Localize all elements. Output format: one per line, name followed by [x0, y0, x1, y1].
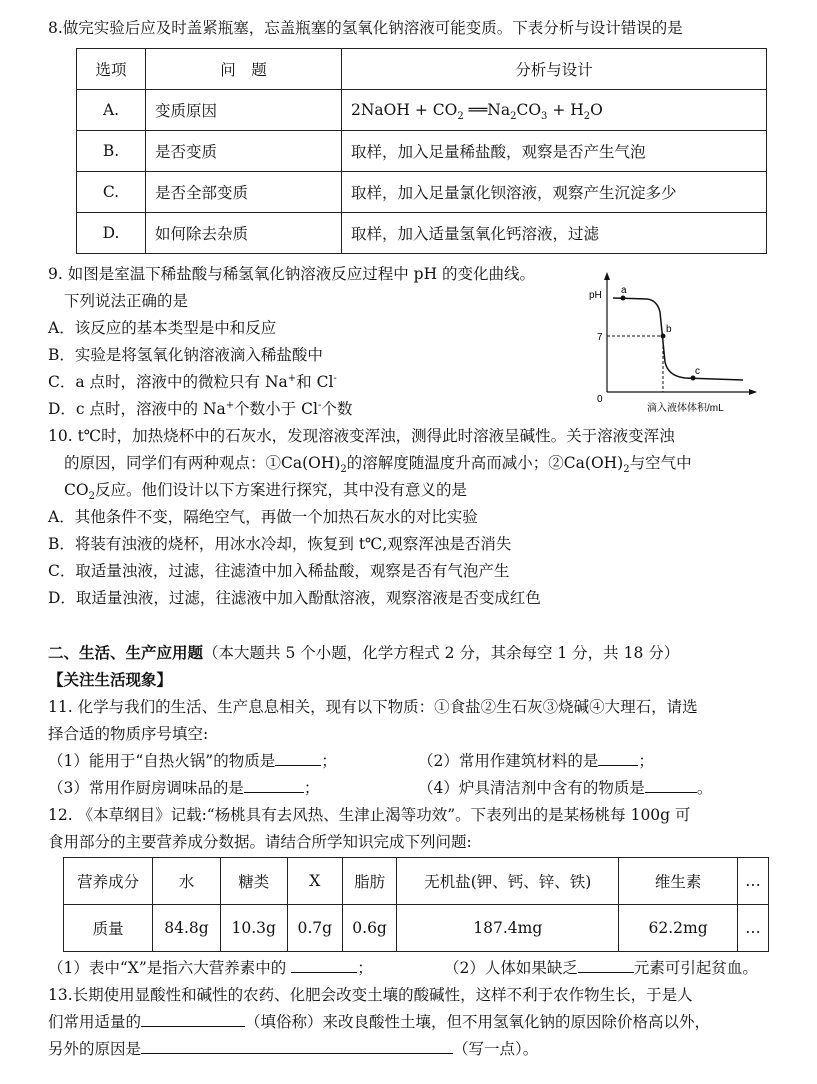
table-row: [77, 90, 767, 131]
q10-l2b: 的溶解度随温度升高而减小；②Ca(OH): [346, 454, 624, 472]
eq-sub: 2: [510, 111, 517, 123]
question-cell: 如何除去杂质: [146, 213, 342, 254]
q13-line2: [48, 1012, 710, 1032]
value-cell: 质量: [64, 905, 153, 952]
eq-part: CO: [516, 101, 542, 119]
question-cell: 变质原因: [146, 90, 342, 131]
q10-option-c: C．取适量浊液，过滤，往滤渣中加入稀盐酸，观察是否有气泡产生: [48, 562, 510, 580]
minus-sup: -: [333, 372, 337, 384]
q9-stem: 9. 如图是室温下稀盐酸与稀氢氧化钠溶液反应过程中 pH 的变化曲线。: [48, 265, 536, 283]
q9-d-text1: D．c 点时，溶液中的 Na: [48, 400, 226, 418]
header-cell: X: [287, 858, 342, 905]
section2-title: 二、生活、生产应用题: [48, 643, 204, 662]
x-axis-arrow: [749, 389, 757, 395]
q9-c-text2: 和 Cl: [296, 373, 334, 391]
y-axis-arrow: [604, 272, 610, 280]
q11-part2: [418, 751, 654, 771]
q13-line1: 13.长期使用显酸性和碱性的农药、化肥会改变土壤的酸碱性，这样不利于农作物生长，于是人: [48, 986, 693, 1004]
analysis-cell: 取样，加入适量氢氧化钙溶液，过滤: [342, 213, 767, 254]
answer-blank[interactable]: [645, 778, 697, 793]
q10-l3b: 反应。他们设计以下方案进行探究，其中没有意义的是: [94, 481, 467, 499]
q11-p2-end: ；: [638, 752, 654, 770]
table-header-row: [77, 49, 767, 90]
y-tick-7: 7: [597, 332, 603, 343]
q13-line3: [48, 1039, 538, 1059]
q12-p1: （1）表中“X”是指六大营养素中的: [48, 959, 287, 977]
eq-part: + H: [547, 101, 584, 119]
eq-part: 2NaOH + CO: [351, 101, 458, 119]
eq-sub: 2: [583, 111, 591, 123]
q10-l2a: 的原因，同学们有两种观点：①Ca(OH): [64, 454, 341, 472]
x-axis-label: 滴入液体体积/mL: [647, 403, 724, 414]
q10-option-a: A．其他条件不变，隔绝空气，再做一个加热石灰水的对比实验: [48, 508, 478, 526]
header-question: 问 题: [146, 49, 342, 90]
value-cell: 187.4mg: [397, 905, 619, 952]
header-cell: 维生素: [619, 858, 738, 905]
q10-line1: 10. t℃时，加热烧杯中的石灰水，发现溶液变浑浊，测得此时溶液呈碱性。关于溶液变浑浊: [48, 427, 675, 445]
q9-option-d: [48, 399, 352, 419]
q11-part4: [418, 778, 712, 798]
answer-blank[interactable]: [244, 778, 304, 793]
q11-p1-end: ；: [321, 752, 337, 770]
origin-label: 0: [597, 394, 603, 405]
q9-option-c: [48, 372, 337, 392]
point-b-label: b: [666, 324, 672, 335]
table-row: [77, 172, 767, 213]
y-axis-label: pH: [589, 290, 602, 301]
q11-p3: （3）常用作厨房调味品的是: [48, 779, 244, 797]
q10-line2: [64, 453, 692, 476]
section2-heading: [48, 643, 679, 663]
q12-part2: [444, 958, 758, 978]
q13-l3a: 另外的原因是: [48, 1040, 142, 1058]
q8-stem: 8.做完实验后应及时盖紧瓶塞，忘盖瓶塞的氢氧化钠溶液可能变质。下表分析与设计错误的是: [48, 19, 683, 37]
q13-l2a: 们常用适量的: [48, 1013, 142, 1031]
value-cell: …: [738, 905, 769, 952]
header-cell: 营养成分: [64, 858, 153, 905]
analysis-cell: 取样，加入足量氯化钡溶液，观察产生沉淀多少: [342, 172, 767, 213]
option-cell: D.: [77, 213, 146, 254]
q10-l3a: CO: [64, 481, 89, 499]
point-a-label: a: [621, 285, 627, 296]
eq-sub: 3: [541, 111, 548, 123]
answer-blank[interactable]: [141, 1039, 453, 1054]
question-cell: 是否全部变质: [146, 172, 342, 213]
header-analysis: 分析与设计: [342, 49, 767, 90]
eq-sub: 2: [457, 111, 464, 123]
analysis-cell: 取样，加入足量稀盐酸，观察是否产生气泡: [342, 131, 767, 172]
question-cell: 是否变质: [146, 131, 342, 172]
q11-part3: [48, 778, 319, 798]
q11-line2: 择合适的物质序号填空:: [48, 725, 209, 743]
q10-option-b: B．将装有浊液的烧杯，用冰水冷却，恢复到 t℃,观察浑浊是否消失: [48, 535, 512, 553]
option-cell: C.: [77, 172, 146, 213]
sub-2: 2: [88, 491, 95, 503]
q10-option-d: D．取适量浊液，过滤，往滤液中加入酚酞溶液，观察溶液是否变成红色: [48, 589, 541, 607]
sub-2: 2: [623, 464, 630, 476]
q9-option-a: A．该反应的基本类型是中和反应: [48, 319, 277, 337]
nutrition-table: [63, 857, 769, 952]
point-b: [661, 334, 666, 339]
q10-line3: [64, 480, 467, 503]
q13-l3b: （写一点）。: [453, 1040, 539, 1058]
value-cell: 0.7g: [287, 905, 342, 952]
q9-option-b: B．实验是将氢氧化钠溶液滴入稀盐酸中: [48, 346, 323, 364]
header-cell: 脂肪: [342, 858, 397, 905]
eq-part: O: [590, 101, 603, 119]
analysis-cell: [342, 90, 767, 131]
q12-line2: 食用部分的主要营养成分数据。请结合所学知识完成下列问题:: [48, 833, 472, 851]
header-cell: 糖类: [220, 858, 287, 905]
q12-p1-end: ；: [357, 959, 373, 977]
q9-d-text3: 个数: [321, 400, 353, 418]
ph-curve: [613, 298, 743, 380]
answer-blank[interactable]: [291, 958, 357, 973]
section2-subheading: 【关注生活现象】: [48, 670, 173, 689]
section2-note: （本大题共 5 个小题，化学方程式 2 分，其余每空 1 分，共 18 分）: [203, 644, 680, 662]
table-row: [77, 131, 767, 172]
q12-p2-end: 元素可引起贫血。: [633, 959, 758, 977]
q11-part1: [48, 751, 337, 771]
point-a: [621, 296, 626, 301]
q9-c-text1: C．a 点时，溶液中的微粒只有 Na: [48, 373, 288, 391]
q8-table: [76, 48, 767, 254]
header-cell: …: [738, 858, 769, 905]
point-c-label: c: [695, 366, 700, 377]
q12-part1: [48, 958, 373, 978]
q12-p2: （2）人体如果缺乏: [444, 959, 578, 977]
q11-p1: （1）能用于“自热火锅”的物质是: [48, 752, 276, 770]
plus-sup: +: [225, 399, 235, 411]
q12-line1: 12. 《本草纲目》记载:“杨桃具有去风热、生津止渴等功效”。下表列出的是某杨桃每 100g 可: [48, 806, 691, 824]
header-option: 选项: [77, 49, 146, 90]
minus-sup: -: [317, 399, 322, 411]
q11-p4: （4）炉具清洁剂中含有的物质是: [418, 779, 645, 797]
table-row: [64, 905, 769, 952]
header-cell: 水: [153, 858, 220, 905]
q11-line1: 11. 化学与我们的生活、生产息息相关，现有以下物质：①食盐②生石灰③烧碱④大理石，请选: [48, 698, 698, 716]
table-header-row: [64, 858, 769, 905]
q13-l2b: （填俗称）来改良酸性土壤，但不用氢氧化钠的原因除价格高以外，: [245, 1013, 711, 1031]
q9-stem2: 下列说法正确的是: [64, 292, 189, 310]
header-cell: 无机盐(钾、钙、锌、铁): [397, 858, 619, 905]
option-cell: B.: [77, 131, 146, 172]
q11-p2: （2）常用作建筑材料的是: [418, 752, 599, 770]
sub-2: 2: [340, 464, 347, 476]
ph-curve-graph: [585, 268, 765, 416]
answer-blank[interactable]: [141, 1012, 245, 1027]
value-cell: 62.2mg: [619, 905, 738, 952]
table-row: [77, 213, 767, 254]
q11-p3-end: ；: [303, 779, 320, 797]
answer-blank[interactable]: [578, 958, 634, 973]
value-cell: 84.8g: [153, 905, 220, 952]
q9-d-text2: 个数小于 Cl: [234, 400, 318, 418]
option-cell: A.: [77, 90, 146, 131]
plus-sup: +: [287, 372, 297, 384]
answer-blank[interactable]: [598, 751, 638, 766]
q11-p4-end: 。: [696, 779, 713, 797]
eq-part: ══Na: [463, 101, 511, 119]
value-cell: 0.6g: [342, 905, 397, 952]
answer-blank[interactable]: [275, 751, 321, 766]
q10-l2c: 与空气中: [629, 454, 692, 472]
value-cell: 10.3g: [220, 905, 287, 952]
